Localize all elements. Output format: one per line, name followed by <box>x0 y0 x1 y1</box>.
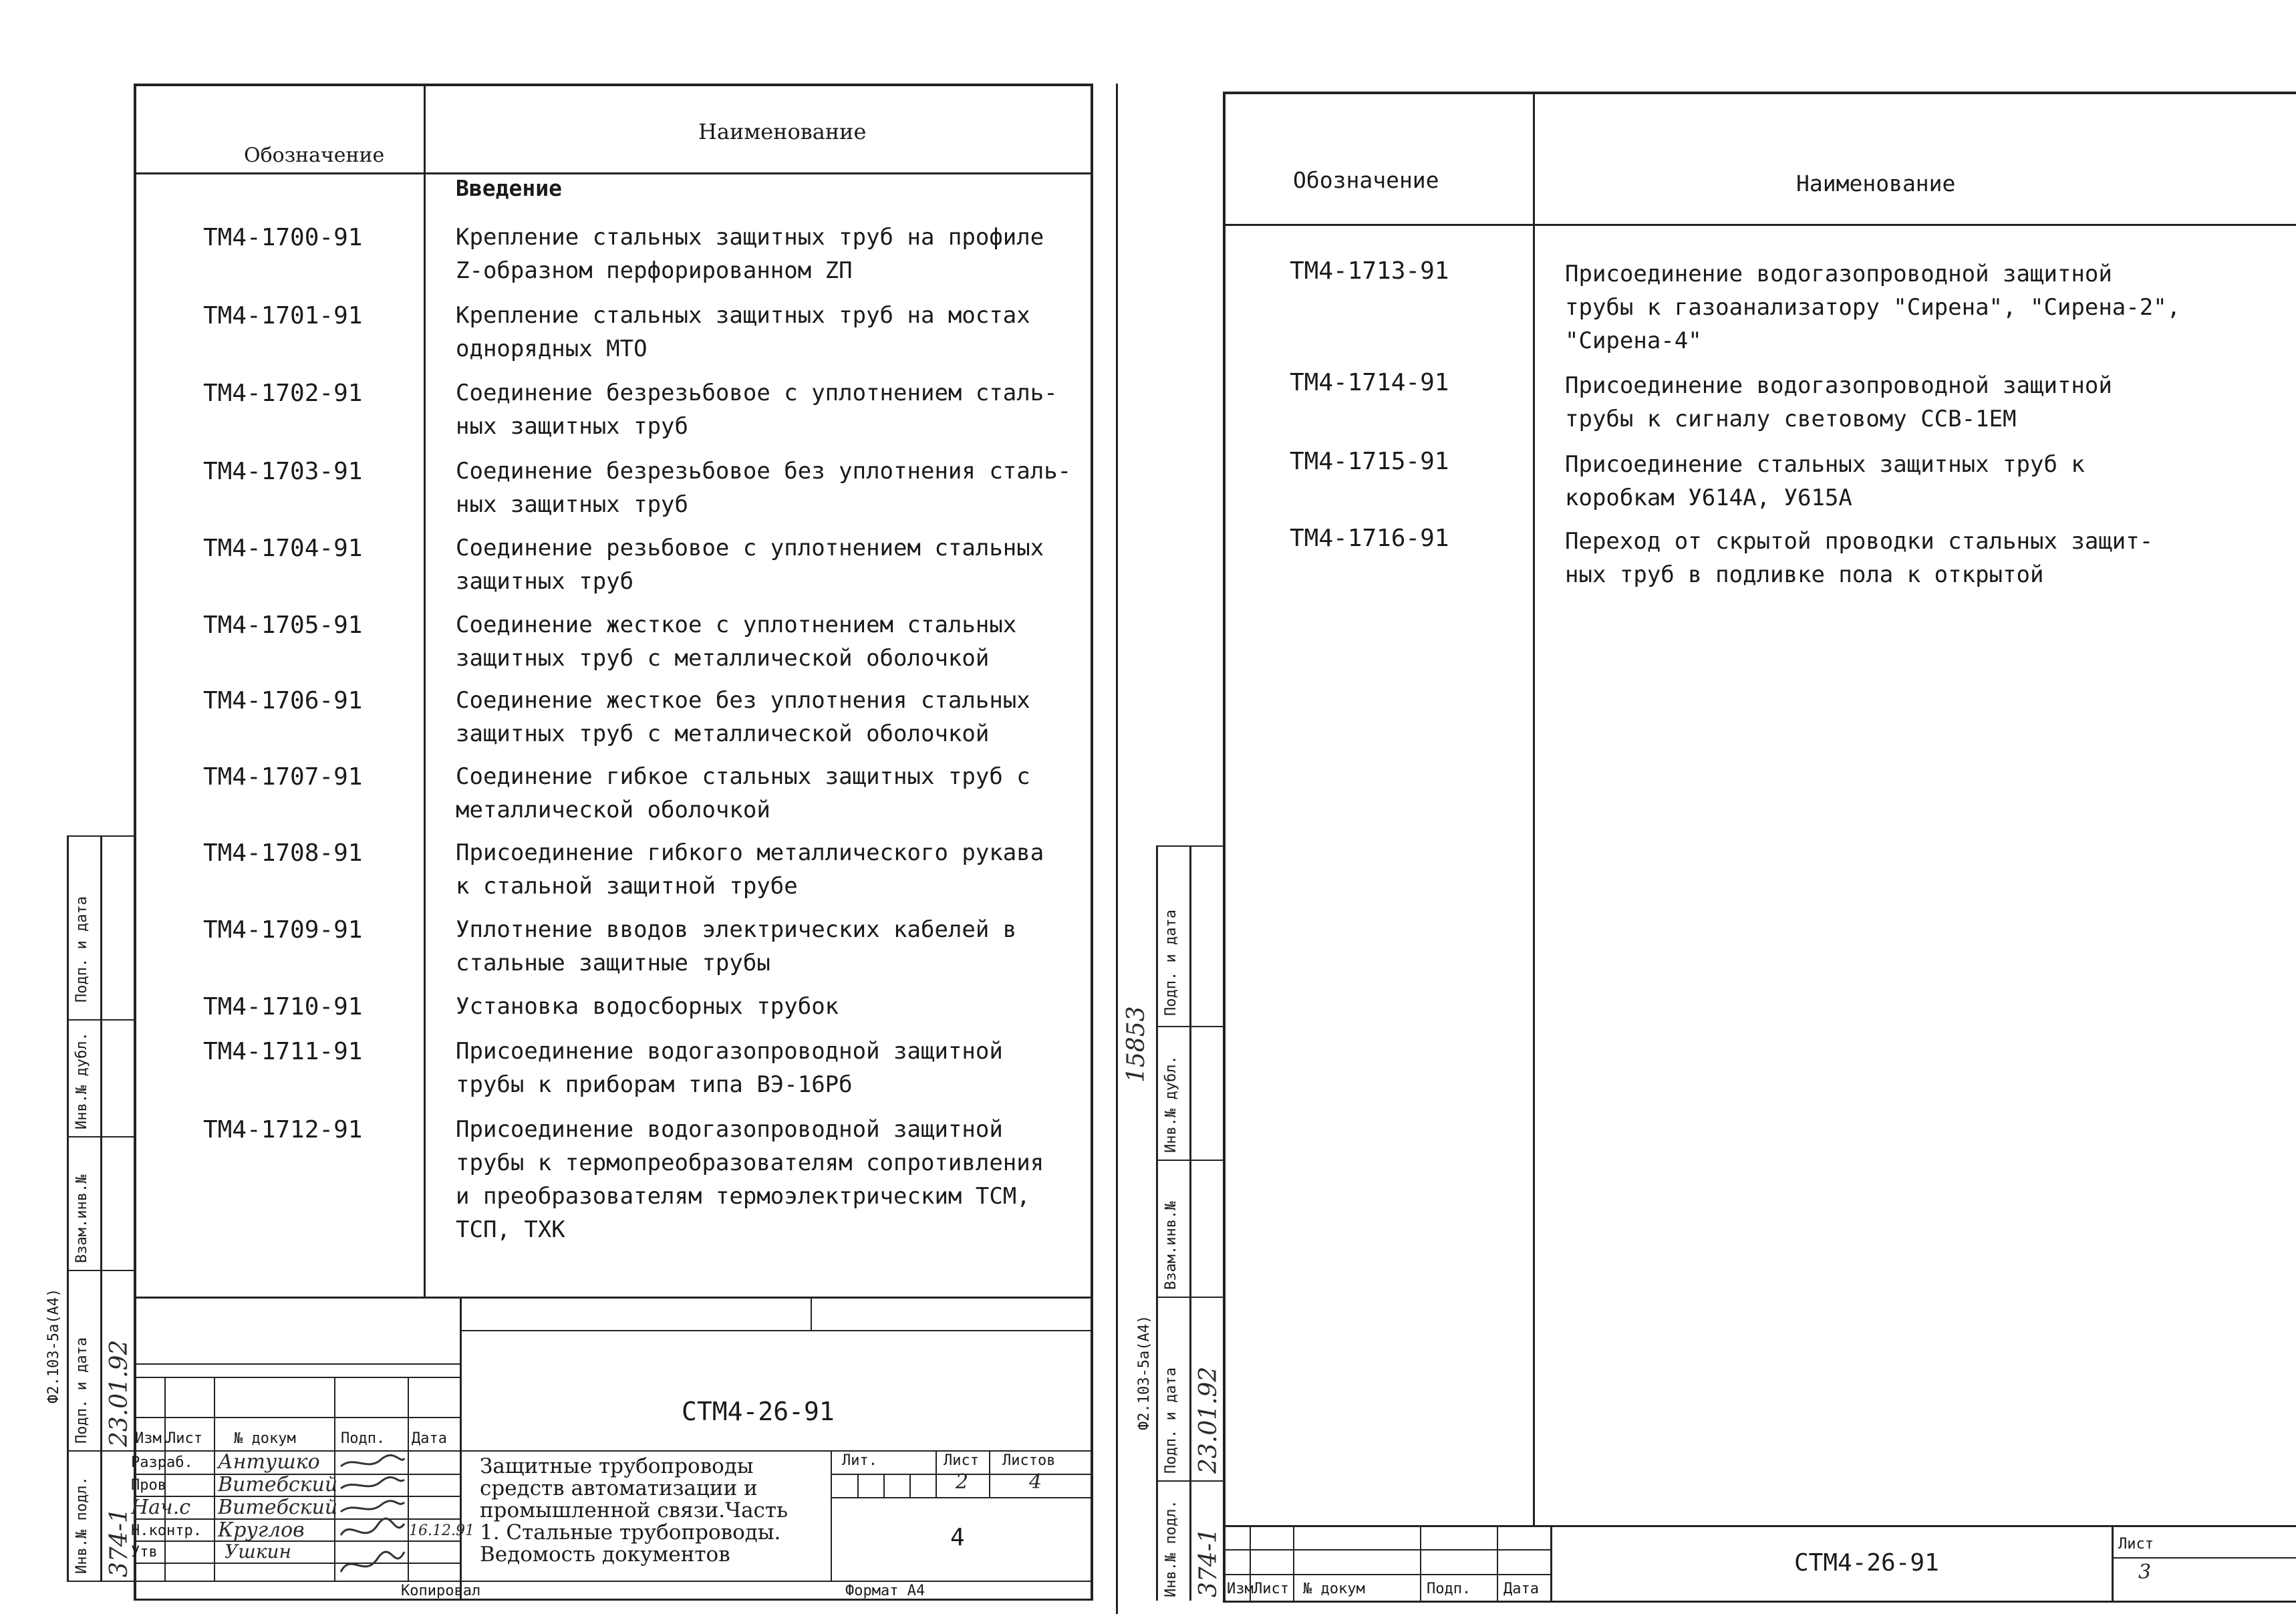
col-date: Дата <box>412 1430 447 1447</box>
role-label: Нач.с <box>131 1496 191 1519</box>
doc-name: Присоединение гибкого металлического рукава к стальной защитной трубе <box>456 839 1044 900</box>
doc-code: ТМ4-1703-91 <box>203 458 363 485</box>
doc-code: ТМ4-1713-91 <box>1290 257 1449 285</box>
doc-name: Крепление стальных защитных труб на профиле Z-образном перфорированном ZП <box>456 224 1044 284</box>
doc-name: Присоединение стальных защитных труб к коробкам У614А, У615А <box>1565 451 2085 511</box>
doc-code: ТМ4-1707-91 <box>203 763 363 791</box>
stage-value: 4 <box>950 1524 965 1551</box>
stamp-label: Инв.№ дубл. <box>74 1032 90 1129</box>
stamp-label: Инв.№ подл. <box>74 1476 90 1574</box>
doc-name: Присоединение водогазопроводной защитной трубы к термопреобразователям сопротивления и преобразователям термоэлектрическим ТСМ, ТСП, ТХК <box>456 1116 1044 1243</box>
signatures <box>337 1452 411 1582</box>
col-doc: № докум <box>234 1430 296 1447</box>
sheet-label: Лист <box>2118 1536 2154 1553</box>
doc-name: Соединение гибкое стальных защитных труб с металлической оболочкой <box>456 763 1030 823</box>
col-date: Дата <box>1503 1581 1539 1597</box>
header-designation: Обозначение <box>1293 167 1439 193</box>
doc-name: Присоединение водогазопроводной защитной трубы к сигналу световому ССВ-1ЕМ <box>1565 372 2112 432</box>
role-label: Утв <box>131 1544 158 1561</box>
copied-label: Копировал <box>401 1583 481 1599</box>
col-izm: Изм <box>1227 1581 1254 1597</box>
col-list: Лист <box>1254 1581 1289 1597</box>
stamp-label: Подп. и дата <box>74 896 90 1002</box>
doc-name: Соединение жесткое без уплотнения стальных защитных труб с металлической оболочкой <box>456 687 1030 747</box>
doc-name: Присоединение водогазопроводной защитной трубы к приборам типа ВЭ-16Рб <box>456 1038 1003 1098</box>
role-name: Витебский <box>218 1496 338 1519</box>
role-label: Разраб. <box>131 1454 193 1471</box>
sheets-label: Листов <box>1002 1452 1056 1469</box>
stamp-label: Инв.№ дубл. <box>1163 1055 1179 1153</box>
sheets-value: 4 <box>1029 1470 1042 1494</box>
doc-name: Установка водосборных трубок <box>456 993 839 1020</box>
form-code: Ф2.103-5а(А4) <box>1136 1315 1153 1430</box>
doc-code: ТМ4-1711-91 <box>203 1038 363 1065</box>
stamp-signature: 15853 <box>1123 1006 1150 1083</box>
doc-name: Присоединение водогазопроводной защитной трубы к газоанализатору "Сирена", "Сирена-2", "Сирена-4" <box>1565 261 2181 354</box>
date-value: 16.12.91 <box>409 1522 474 1539</box>
doc-code: ТМ4-1702-91 <box>203 380 363 407</box>
doc-name: Соединение жесткое с уплотнением стальных защитных труб с металлической оболочкой <box>456 612 1017 672</box>
lit-label: Лит. <box>842 1452 877 1469</box>
doc-code: ТМ4-1704-91 <box>203 535 363 562</box>
doc-code: ТМ4-1710-91 <box>203 993 363 1021</box>
col-sign: Подп. <box>1427 1581 1471 1597</box>
doc-name: Крепление стальных защитных труб на мостах однорядных МТО <box>456 302 1030 362</box>
stamp-label: Взам.инв.№ <box>1163 1201 1179 1290</box>
role-label: Пров <box>131 1477 166 1494</box>
stamp-label: Инв.№ подл. <box>1163 1500 1179 1597</box>
doc-name: Соединение безрезьбовое без уплотнения сталь- ных защитных труб <box>456 458 1072 518</box>
doc-name: Уплотнение вводов электрических кабелей в стальные защитные трубы <box>456 916 1017 976</box>
role-name: Ушкин <box>225 1540 291 1563</box>
stamp-label: Подп. и дата <box>1163 910 1179 1016</box>
header-name: Наименование <box>698 119 867 144</box>
role-label: Н.контр. <box>131 1522 202 1539</box>
doc-code: ТМ4-1716-91 <box>1290 525 1449 552</box>
sheet-value: 2 <box>956 1470 969 1494</box>
header-name: Наименование <box>1796 170 1956 196</box>
doc-code: ТМ4-1700-91 <box>203 224 363 251</box>
doc-code: ТМ4-1705-91 <box>203 612 363 639</box>
doc-code: ТМ4-1708-91 <box>203 839 363 867</box>
stamp-label: Взам.инв.№ <box>74 1174 90 1263</box>
role-name: Антушко <box>218 1450 320 1474</box>
doc-title: Защитные трубопроводы средств автоматизации и промышленной связи.Часть 1. Стальные трубопроводы. Ведомость документов <box>480 1454 788 1567</box>
doc-code: ТМ4-1706-91 <box>203 687 363 714</box>
sheet-value: 3 <box>2138 1561 2152 1584</box>
col-sign: Подп. <box>341 1430 386 1447</box>
sheet-separator <box>1116 84 1118 1614</box>
stamp-date: 23.01.92 <box>106 1339 133 1447</box>
format-label: Формат А4 <box>845 1583 925 1599</box>
stamp-label: Подп. и дата <box>1163 1367 1179 1474</box>
section-title: Введение <box>456 175 562 201</box>
doc-code: СТМ4-26-91 <box>682 1397 835 1426</box>
doc-code: СТМ4-26-91 <box>1794 1549 1939 1577</box>
role-name: Витебский <box>218 1473 338 1496</box>
stamp-date: 23.01.92 <box>1195 1366 1222 1474</box>
doc-code: ТМ4-1715-91 <box>1290 448 1449 475</box>
doc-code: ТМ4-1712-91 <box>203 1116 363 1144</box>
sheet-label: Лист <box>944 1452 979 1469</box>
doc-name: Переход от скрытой проводки стальных защит- ных труб в подливке пола к открытой <box>1565 528 2154 588</box>
col-doc: № докум <box>1303 1581 1365 1597</box>
stamp-inv: 374-1 <box>106 1508 133 1577</box>
doc-code: ТМ4-1709-91 <box>203 916 363 944</box>
stamp-inv: 374-1 <box>1195 1528 1222 1597</box>
doc-code: ТМ4-1714-91 <box>1290 369 1449 396</box>
col-list: Лист <box>167 1430 202 1447</box>
role-name: Круглов <box>218 1518 305 1542</box>
col-izm: Изм. <box>135 1430 170 1447</box>
doc-name: Соединение резьбовое с уплотнением стальных защитных труб <box>456 535 1044 595</box>
header-designation: Обозначение <box>244 144 385 167</box>
form-code: Ф2.103-5а(А4) <box>45 1288 62 1403</box>
doc-name: Соединение безрезьбовое с уплотнением сталь- ных защитных труб <box>456 380 1058 440</box>
doc-code: ТМ4-1701-91 <box>203 302 363 329</box>
stamp-label: Подп. и дата <box>74 1337 90 1444</box>
